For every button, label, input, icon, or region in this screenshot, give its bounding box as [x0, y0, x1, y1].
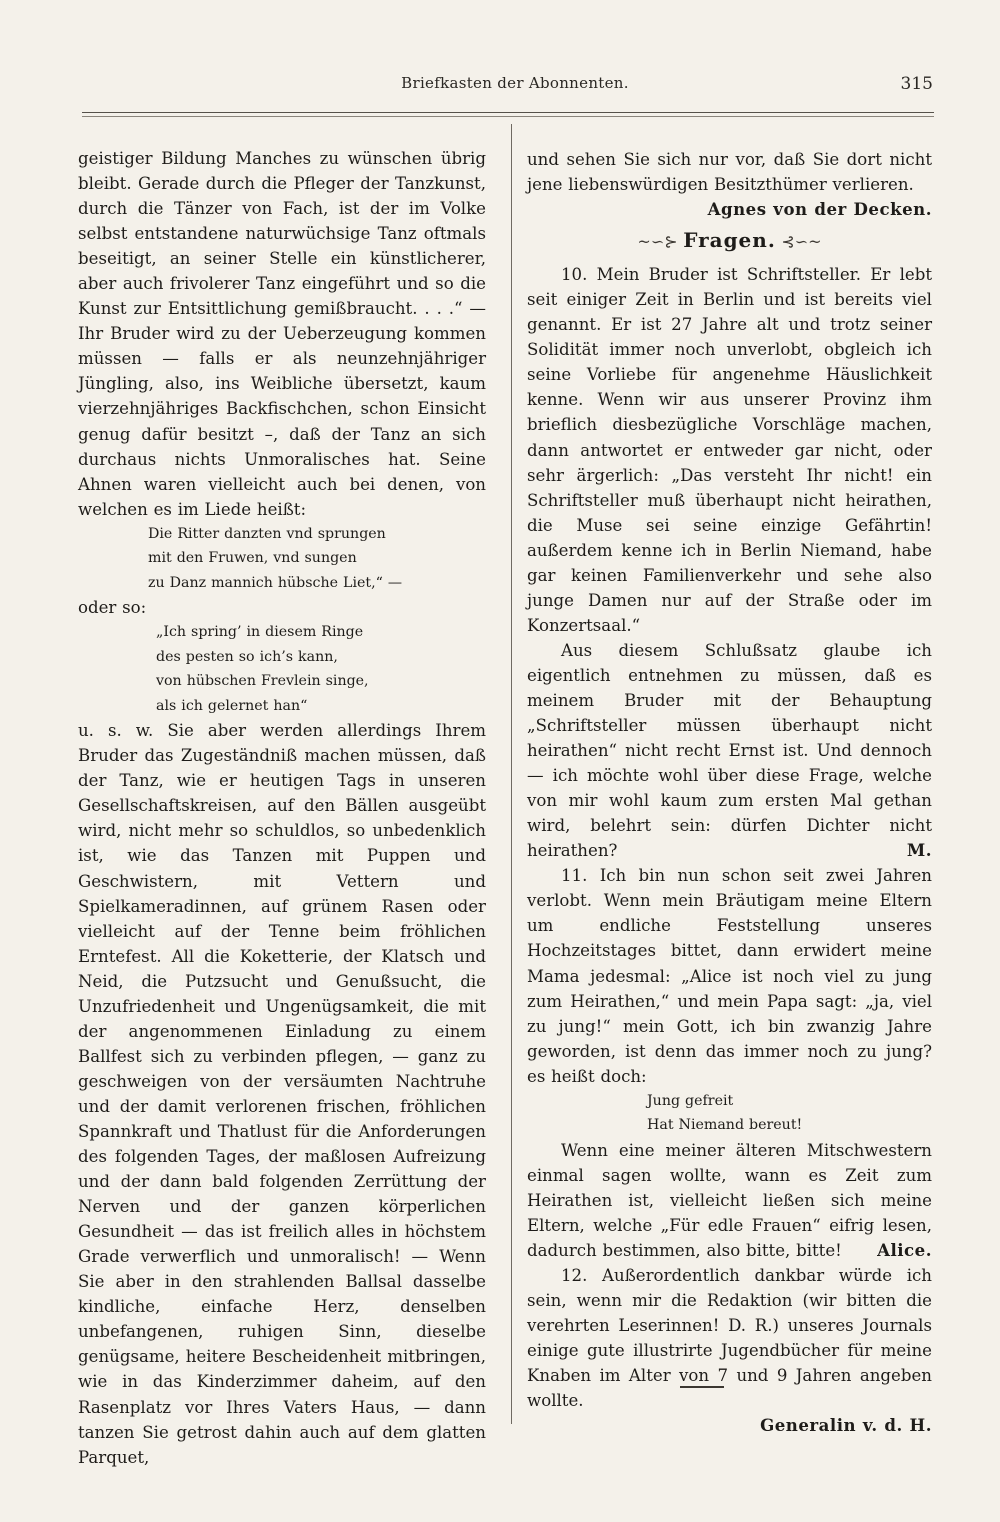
question-11: 11. Ich bin nun schon seit zwei Jahren verlobt. Wenn mein Bräutigam meine Eltern um endliche Feststellung unseres Hochzeitstages bittet, dann erwidert meine Mama jedesmal: „Alice ist noch viel zu jung zum Heirathen,“ und mein Papa sagt: „ja, viel zu jung!“ mein Gott, ich bin zwanzig Jahre geworden, ist denn das immer noch zu jung? es heißt doch:	[527, 866, 932, 1086]
right-column	[527, 147, 932, 1438]
question-11-continued	[527, 1138, 932, 1263]
verse-line: als ich gelernet han“	[156, 697, 308, 714]
question-10-continued	[527, 638, 932, 863]
verse-block-2	[78, 620, 486, 718]
verse-line: „Ich spring’ in diesem Ringe	[156, 624, 364, 641]
verse-line: Die Ritter danzten vnd sprungen	[148, 525, 386, 542]
signature-alice: Alice.	[877, 1239, 932, 1260]
verse-line: mit den Fruwen, vnd sungen	[148, 550, 357, 567]
question-10-text: Aus diesem Schlußsatz glaube ich eigentlich entnehmen zu müssen, daß es meinem Bruder mit der Behauptung „Schriftsteller müssen überhaupt nicht heirathen“ nicht recht Ernst ist. Und dennoch — ich möchte wohl über diese Frage, welche von mir wohl kaum zum ersten Mal gethan wird, belehrt sein: dürfen Dichter nicht heirathen?	[527, 640, 932, 861]
column-divider	[511, 124, 512, 1424]
header-rule	[82, 112, 934, 113]
end-rule	[680, 1386, 724, 1388]
ornament-left-icon: ~∽⊱	[637, 232, 684, 252]
verse-line: Jung gefreit	[647, 1092, 734, 1109]
question-10: 10. Mein Bruder ist Schriftsteller. Er lebt seit einiger Zeit in Berlin und ist bereits viel genannt. Er ist 27 Jahre alt und trotz seiner Solidität immer noch unverlobt, obgleich ich seine Vorliebe für angenehme Häuslichkeit kenne. Wenn wir aus unserer Provinz ihm brieflich diesbezügliche Vorschläge machen, dann antwortet er entweder gar nicht, oder sehr ärgerlich: „Das versteht Ihr nicht! ein Schriftsteller muß überhaupt nicht heirathen, die Muse sei seine einzige Gefährtin! außerdem kenne ich in Berlin Niemand, habe gar keinen Familienverkehr und sehe also junge Damen nur auf der Straße oder im Konzertsaal.“	[527, 265, 932, 635]
verse-line: von hübschen Frevlein singe,	[156, 673, 369, 690]
page-number: 315	[900, 74, 933, 94]
left-paragraph-1: geistiger Bildung Manches zu wünschen übrig bleibt. Gerade durch die Pfleger der Tanzkunst, durch die Tänzer von Fach, ist der im Volke selbst entstandene naturwüchsige Tanz oftmals beseitigt, an seiner Stelle ein künstlicherer, aber auch frivolerer Tanz eingeführt und so die Kunst zur Entsittlichung gemißbraucht. . . .“ — Ihr Bruder wird zu der Ueberzeugung kommen müssen — falls er als neunzehnjähriger Jüngling, also, ins Weibliche übersetzt, kaum vierzehnjähriges Backfischchen, schon Einsicht genug dafür besitzt –, daß der Tanz an sich durchaus nichts Unmoralisches hat. Seine Ahnen waren vielleicht auch bei denen, von welchen es im Liede heißt:	[78, 149, 486, 519]
running-title: Briefkasten der Abonnenten.	[401, 74, 629, 92]
section-title: Fragen.	[683, 228, 776, 253]
verse-block-1	[78, 522, 486, 596]
signature-m: M.	[906, 840, 932, 861]
verse-line: des pesten so ich’s kann,	[156, 648, 338, 665]
right-paragraph-1: und sehen Sie sich nur vor, daß Sie dort nicht jene liebenswürdigen Besitzthümer verlieren.	[527, 150, 932, 195]
verse-line: Hat Niemand bereut!	[647, 1117, 803, 1134]
ornament-right-icon: ⊰∽~	[775, 232, 822, 252]
verse-block-3	[527, 1089, 932, 1138]
question-11-text: Wenn eine meiner älteren Mitschwestern einmal sagen wollte, wann es Zeit zum Heirathen ist, vielleicht ließen sich meine Eltern, welche „Für edle Frauen“ eifrig lesen, dadurch bestimmen, also bitte, bitte!	[527, 1140, 932, 1260]
header-rule-secondary	[82, 116, 934, 117]
signature-agnes: Agnes von der Decken.	[707, 199, 932, 220]
section-heading	[527, 228, 932, 254]
question-12: 12. Außerordentlich dankbar würde ich sein, wenn mir die Redaktion (wir bitten die verehrten Leserinnen! D. R.) unseres Journals einige gute illustrirte Jugendbücher für meine Knaben im Alter von 7 und 9 Jahren angeben wollte.	[527, 1265, 932, 1411]
oder-so-line: oder so:	[78, 598, 147, 618]
signature-generalin: Generalin v. d. H.	[760, 1415, 932, 1436]
left-column	[78, 146, 486, 1470]
left-paragraph-2: u. s. w. Sie aber werden allerdings Ihrem Bruder das Zugeständniß machen müssen, daß der Tanz, wie er heutigen Tags in unseren Gesellschaftskreisen, auf den Bällen ausgeübt wird, nicht mehr so schuldlos, so unbedenklich ist, wie das Tanzen mit Puppen und Geschwistern, mit Vettern und Spielkameradinnen, auf grünem Rasen oder vielleicht auf der Tenne beim fröhlichen Erntefest. All die Koketterie, der Klatsch und Neid, die Putzsucht und Genußsucht, die Unzufriedenheit und Ungenügsamkeit, die mit der angenommenen Einladung zu einem Ballfest sich zu verbinden pflegen, — ganz zu geschweigen von der versäumten Nachtruhe und der damit verlorenen frischen, fröhlichen Spannkraft und Thatlust für die Anforderungen des folgenden Tages, der maßlosen Aufreizung und der dann bald folgenden Zerrüttung der Nerven und der ganzen körperlichen Gesundheit — das ist freilich alles in höchstem Grade verwerflich und unmoralisch! — Wenn Sie aber in den strahlenden Ballsal dasselbe kindliche, einfache Herz, denselben unbefangenen, ruhigen Sinn, dieselbe genügsame, heitere Bescheidenheit mitbringen, wie in das Kinderzimmer daheim, auf den Rasenplatz vor Ihres Vaters Haus, — dann tanzen Sie getrost dahin auch auf dem glatten Parquet,	[78, 721, 486, 1467]
verse-line: zu Danz mannich hübsche Liet,“ —	[148, 574, 403, 591]
